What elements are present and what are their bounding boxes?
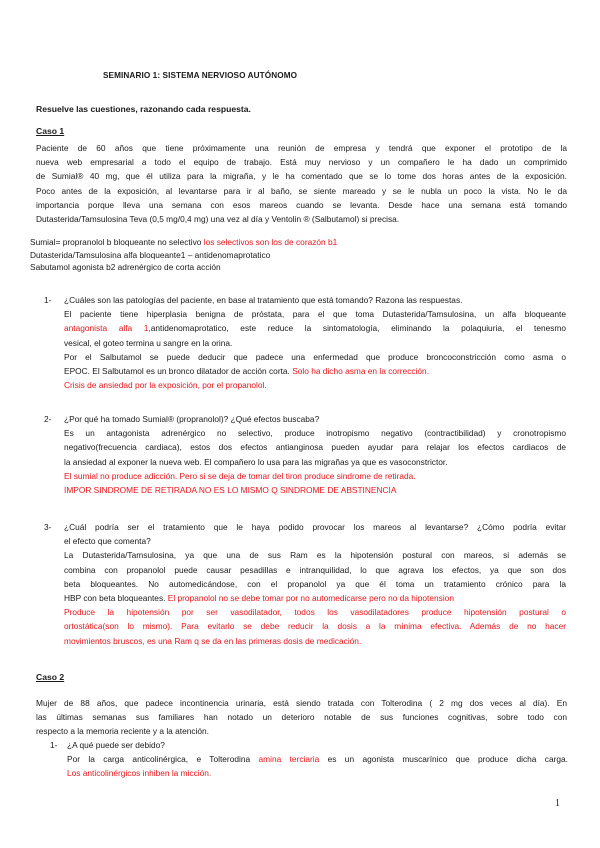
case1-line: Dutasterida/Tamsulosina Teva (0,5 mg/0,4 mg) una vez al día y Ventolin ® (Salbutamol) si precisa. — [36, 214, 400, 225]
case1-line: importancia porque lleva una semana con esos mareos cuando se levanta. Desde hace una semana está tomando — [36, 199, 567, 210]
annotation-red: amina terciaria — [258, 754, 320, 765]
q1-answer-line: EPOC. El Salbutamol es un bronco dilatador de acción corta. Solo ha dicho asma en la corrección. — [64, 366, 430, 377]
q2-block — [64, 412, 566, 497]
case1-line: nueva web empresarial a todo el equipo de trabajo. Está muy nervioso y un compañero le ha dado un comprimido — [36, 157, 567, 168]
note-sumial: Sumial= propranolol b bloqueante no selectivo los selectivos son los de corazón b1 — [30, 237, 338, 247]
annotation-red: IMPOR SINDROME DE RETIRADA NO ES LO MISMO Q SINDROME DE ABSTINENCIA — [64, 485, 397, 496]
q3-answer-line: La Dutasterida/Tamsulosina, ya que una de sus Ram es la hipotensión postural con mareos, si además se — [64, 550, 566, 561]
annotation-red: El propanolol no se debe tomar por no automedicarse pero no da hipotension — [167, 593, 454, 604]
q3-answer-line: beta bloqueantes. No automedicándose, con el propanolol ya que él toma un tratamiento crónico para la — [64, 578, 566, 589]
q1-answer-line: antagonista alfa 1,antidenomaprotatico, este reduce la sintomatología, eliminando la polaquiuria, el tenesmo — [64, 323, 566, 334]
q2-answer-line: Es un antagonista adrenérgico no selectivo, produce inotropismo negativo (contractibilidad) y cronotropismo — [64, 428, 566, 439]
case1-line: Poco antes de la exposición, al levantarse para ir al baño, se siente mareado y se le nubla un poco la vista. No le da — [36, 185, 567, 196]
page-title: SEMINARIO 1: SISTEMA NERVIOSO AUTÓNOMO — [103, 71, 298, 80]
annotation-red: antagonista alfa 1, — [64, 323, 151, 334]
case2-text — [36, 696, 567, 739]
case1-line: de Sumial® 40 mg, que él utiliza para la migraña, y le ha comentado que se lo tome dos horas antes de la exposición. — [36, 171, 567, 182]
case1-text — [36, 141, 567, 226]
c2q1-block — [67, 738, 568, 781]
annotation-red: Produce la hipotensión por ser vasodilatador, todos los vasodilatadores produce hipotensión postural o — [64, 607, 566, 618]
q2-answer-line: negativo(frecuencia cardiaca), estos dos efectos antianginosa pueden ayudar para relajar los efectos cardiacos de — [64, 442, 566, 453]
q3-question: ¿Cuál podría ser el tratamiento que le haya podido provocar los mareos al levantarse? ¿Cómo podría evitar — [64, 522, 566, 532]
q1-question: ¿Cuáles son las patologías del paciente, en base al tratamiento que está tomando? Razona las respuestas. — [64, 295, 463, 305]
case2-heading: Caso 2 — [36, 672, 65, 682]
q3-answer-line: combina con propanolol puede causar pesadillas e intranquilidad, lo que agrava los efectos, ya que son dos — [64, 564, 566, 575]
annotation-red: El sumial no produce adicción. Pero si se deja de tomar del tiron produce sindrome de retirada. — [64, 470, 416, 481]
q2-number: 2- — [44, 414, 52, 424]
annotation-red: Los anticolinérgicos inhiben la micción. — [67, 768, 212, 779]
q3-block — [64, 520, 566, 648]
c2q1-question: ¿A qué puede ser debido? — [67, 740, 165, 750]
page-number: 1 — [555, 798, 560, 809]
annotation-red: ortostática(son lo mismo). Para evitarlo se debe reducir la dosis a la mínima efectiva. Además de no hacer — [64, 621, 566, 632]
annotation-red: Crisis de ansiedad por la exposición, por el propanolol. — [64, 380, 267, 391]
c2q1-number: 1- — [50, 740, 58, 750]
annotation-red: Solo ha dicho asma en la corrección. — [292, 366, 430, 377]
annotation-red: los selectivos son los de corazón b1 — [203, 237, 338, 247]
instructions: Resuelve las cuestiones, razonando cada respuesta. — [36, 104, 251, 114]
drug-notes — [30, 236, 337, 274]
note-salbutamol: Sabutamol agonista b2 adrenérgico de corta acción — [30, 262, 221, 273]
case2-line: Mujer de 88 años, que padece incontinencia urinaria, está siendo tratada con Tolterodina ( 2 mg dos veces al día). En — [36, 698, 567, 708]
q1-block — [64, 293, 566, 392]
q1-answer-line: El paciente tiene hiperplasia benigna de próstata, para el que toma Dutasterida/Tamsulosina, un alfa bloqueante — [64, 309, 566, 320]
q1-number: 1- — [44, 295, 52, 305]
c2q1-answer-line: Por la carga anticolinérgica, e Tolterodina amina terciaria es un agonista muscarínico que produce dicha carga. — [67, 754, 568, 765]
case1-line: Paciente de 60 años que tiene próximamente una reunión de empresa y tendrá que exponer el prototipo de la — [36, 143, 567, 153]
case1-heading: Caso 1 — [36, 126, 65, 136]
q2-answer-line: la ansiedad al exponer la nueva web. El compañero lo usa para las migrañas ya que es vasoconstrictor. — [64, 456, 448, 467]
q1-answer-line: vesical, el goteo termina u sangre en la orina. — [64, 337, 233, 348]
q3-question: el efecto que comenta? — [64, 536, 151, 547]
annotation-red: movimientos bruscos, es una Ram q se da en las primeras dosis de medicación. — [64, 635, 362, 646]
case2-line: respecto a la memoria reciente y a la atención. — [36, 726, 209, 737]
q1-answer-line: Por el Salbutamol se puede deducir que padece una enfermedad que produce broncoconstricción como asma o — [64, 351, 566, 362]
q3-number: 3- — [44, 522, 52, 532]
q3-answer-line: HBP con beta bloqueantes. El propanolol no se debe tomar por no automedicarse pero no da hipotension — [64, 593, 454, 604]
case2-line: las últimas semanas sus familiares han notado un deterioro notable de sus funciones cognitivas, sobre todo con — [36, 712, 567, 723]
q2-question: ¿Por qué ha tomado Sumial® (propranolol)? ¿Qué efectos buscaba? — [64, 414, 320, 424]
note-dutasterida: Dutasterida/Tamsulosina alfa bloqueante1 – antidenomaprotatico — [30, 249, 271, 260]
